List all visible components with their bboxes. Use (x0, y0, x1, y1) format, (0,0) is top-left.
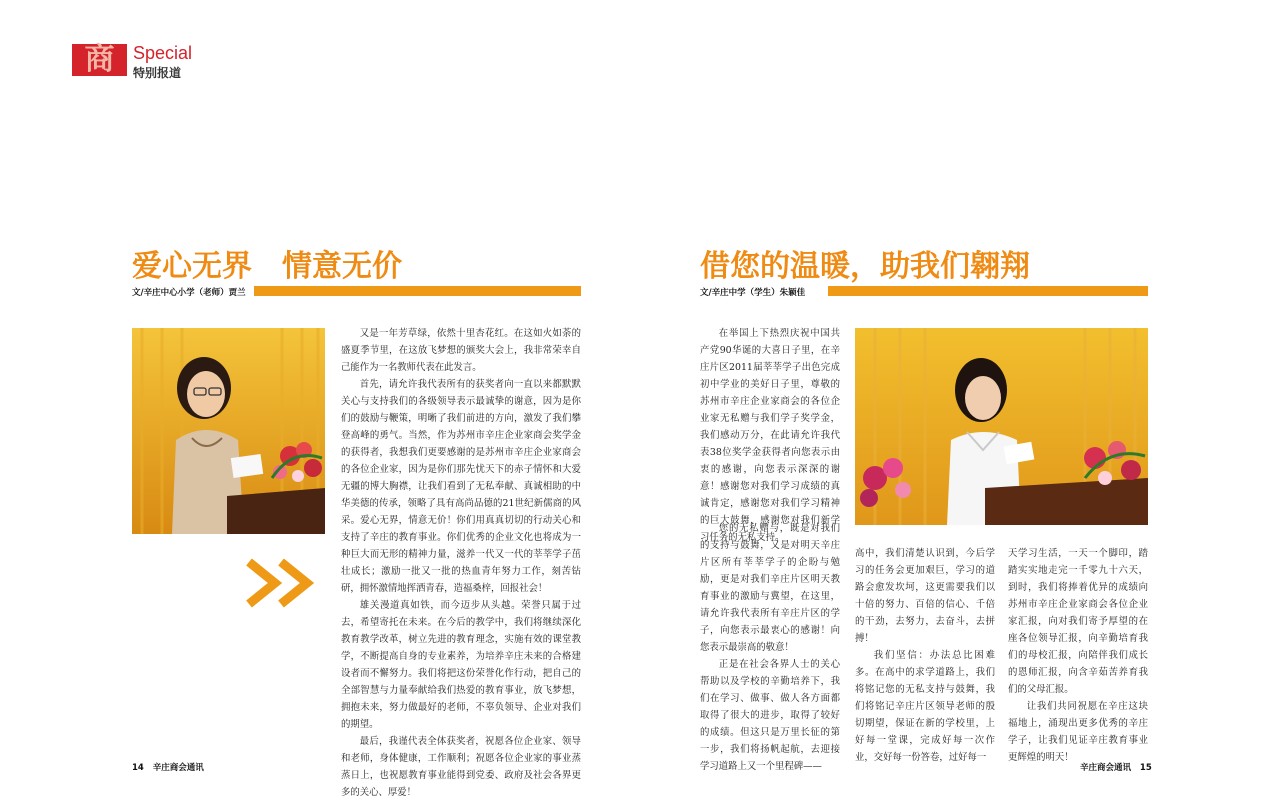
paragraph: 天学习生活，一天一个脚印，踏踏实实地走完一千零九十六天，到时，我们将捧着优异的成绩向苏州市辛庄企业家商会各位企业家汇报，向对我们寄予厚望的在座各位领导汇报，向辛勤培育我们的母校汇报，向陪伴我们成长的恩师汇报，向含辛茹苦养育我们的父母汇报。 (1008, 548, 1148, 695)
left-publication-title: 辛庄商会通讯 (152, 763, 204, 773)
section-title-cn: 特别报道 (133, 66, 182, 80)
left-article-body (341, 325, 581, 801)
section-title-en: Special (133, 43, 193, 63)
right-article-col1-continued (700, 520, 840, 775)
left-article-photo (132, 328, 325, 534)
right-article-col3 (1008, 545, 1148, 766)
left-title-bar (254, 286, 581, 296)
paragraph: 让我们共同祝愿在辛庄这块福地上，涌现出更多优秀的辛庄学子，让我们见证辛庄教育事业更辉煌的明天！ (1008, 701, 1148, 763)
right-article-col1 (700, 325, 840, 546)
paragraph: 您的无私赠与，既是对我们的支持与鼓舞，又是对明天辛庄片区所有莘莘学子的企盼与勉励，更是对我们辛庄片区明天教育事业的激励与冀望，在这里，请允许我代表所有辛庄片区的学子，向您表示最衷心的感谢！向您表示最崇高的敬意！ (700, 523, 840, 653)
paragraph: 高中，我们清楚认识到，今后学习的任务会更加艰巨，学习的道路会愈发坎坷，这更需要我们以十倍的努力、百倍的信心、千倍的干劲，去努力，去奋斗，去拼搏！ (855, 548, 995, 644)
chevron-arrows-icon (245, 556, 325, 610)
left-page-number: 14 (132, 763, 144, 773)
right-article-byline: 文/辛庄中学（学生）朱颖佳 (700, 288, 806, 298)
student-photo-illustration (855, 328, 1148, 525)
left-footer (132, 761, 204, 773)
left-article-byline: 文/辛庄中心小学（老师）贾兰 (132, 288, 246, 298)
right-article-title: 借您的温暖，助我们翱翔 (700, 249, 1030, 284)
right-article-col2 (855, 545, 995, 766)
teacher-photo-illustration (132, 328, 325, 534)
paragraph: 我们坚信：办法总比困难多。在高中的求学道路上，我们将铭记您的无私支持与鼓舞，我们将铭记辛庄片区领导老师的殷切期望，保证在新的学校里，上好每一堂课，完成好每一次作业，交好每一份答卷，过好每一 (855, 650, 995, 763)
paragraph: 正是在社会各界人士的关心帮助以及学校的辛勤培养下，我们在学习、做事、做人各方面都取得了很大的进步，取得了较好的成绩。但这只是万里长征的第一步，我们将扬帆起航，去迎接学习道路上又一个里程碑—— (700, 659, 840, 772)
right-page-number: 15 (1139, 763, 1152, 773)
right-publication-title: 辛庄商会通讯 (1080, 763, 1132, 773)
paragraph: 最后，我谨代表全体获奖者，祝愿各位企业家、领导和老师，身体健康，工作顺利；祝愿各位企业家的事业蒸蒸日上，也祝愿教育事业能得到党委、政府及社会各界更多的关心、厚爱！ (341, 736, 581, 798)
right-title-bar (828, 286, 1148, 296)
paragraph: 又是一年芳草绿，依然十里杏花红。在这如火如荼的盛夏季节里，在这放飞梦想的颁奖大会上，我非常荣幸自己能作为一名教师代表在此发言。 (341, 328, 581, 373)
left-article-title: 爱心无界 情意无价 (132, 249, 402, 284)
paragraph: 首先，请允许我代表所有的获奖者向一直以来都默默关心与支持我们的各级领导表示最诚挚的谢意，因为是你们的鼓励与鞭策，明晰了我们前进的方向，激发了我们攀登高峰的勇气。当然，作为苏州市辛庄企业家商会奖学金的获得者，我想我们更要感谢的是苏州市辛庄企业家商会的各位企业家，因为是你们那先忧天下的赤子情怀和大爱无疆的博大胸襟，让我们看到了无私奉献、真诚相助的中华美德的传承，领略了具有高尚品德的21世纪新儒商的风采。爱心无界，情意无价！你们用真真切切的行动关心和支持了辛庄的教育事业。你们优秀的企业文化也将成为一种巨大而无形的精神力量，滋养一代又一代的莘莘学子茁壮成长；激励一批又一批的热血青年努力工作，刻苦钻研，拥怀激情地挥洒青春，造福桑梓，回报社会！ (341, 379, 581, 594)
logo-glyph: 商 (84, 42, 115, 77)
right-article-photo (855, 328, 1148, 525)
right-footer (1080, 761, 1152, 773)
paragraph: 雄关漫道真如铁，而今迈步从头越。荣誉只属于过去，希望寄托在未来。在今后的教学中，我们将继续深化教育教学改革，树立先进的教育理念，实施有效的课堂教学，不断提高自身的专业素养，为培养辛庄未来的合格建设者而不懈努力。我们将把这份荣誉化作行动，把自己的全部智慧与力量奉献给我们热爱的教育事业，放飞梦想，拥抱未来，努力做最好的老师，不辜负领导、企业对我们的期望。 (341, 600, 581, 730)
paragraph: 在举国上下热烈庆祝中国共产党90华诞的大喜日子里，在辛庄片区2011届莘莘学子出色完成初中学业的美好日子里，尊敬的苏州市辛庄企业家商会的各位企业家无私赠与我们学子奖学金，我们感动万分，在此请允许我代表38位奖学金获得者向您表示由衷的感谢，向您表示深深的谢意！感谢您对我们学习成绩的真诚肯定，感谢您对我们学习精神的巨大鼓舞，感谢您对我们新学习任务的无私支持。 (700, 328, 840, 543)
